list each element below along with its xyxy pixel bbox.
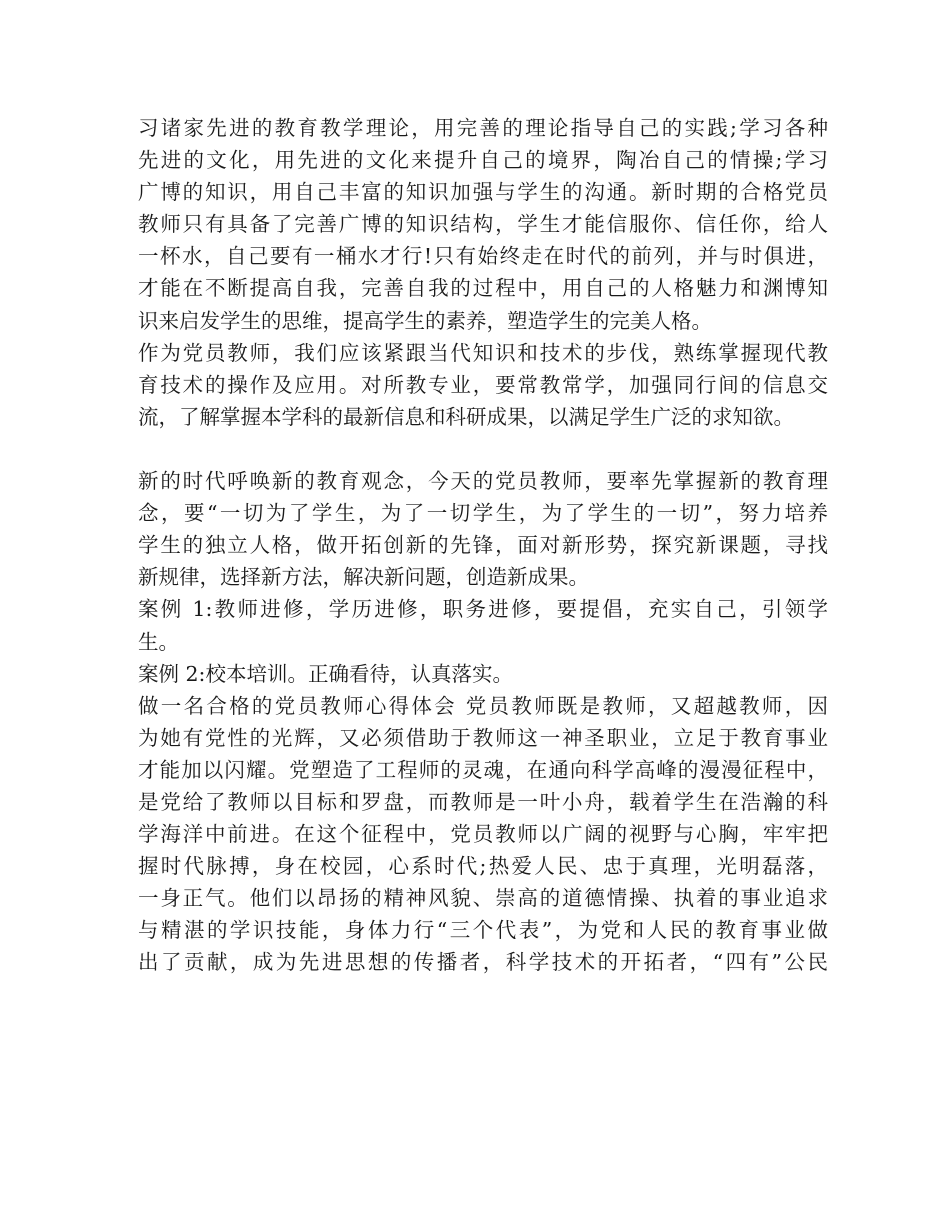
paragraph-case-2 [138,658,828,690]
text-line: 流，了解掌握本学科的最新信息和科研成果，以满足学生广泛的求知欲。 [138,404,794,429]
text-line: 作为党员教师，我们应该紧跟当代知识和技术的步伐，熟练掌握现代教 [138,340,828,365]
text-line: 一杯水，自己要有一桶水才行!只有始终走在时代的前列，并与时俱进， [138,244,828,269]
text-line: 出了贡献，成为先进思想的传播者，科学技术的开拓者，“四有”公民 [138,950,828,975]
paragraph-2 [138,337,828,433]
text-line: 广博的知识，用自己丰富的知识加强与学生的沟通。新时期的合格党员 [138,180,828,205]
text-line: 念，要“一切为了学生，为了一切学生，为了学生的一切”，努力培养 [138,501,828,526]
text-line: 是党给了教师以目标和罗盘，而教师是一叶小舟，载着学生在浩瀚的科 [138,789,828,814]
text-line: 做一名合格的党员教师心得体会 党员教师既是教师，又超越教师，因 [138,693,828,718]
text-line: 生。 [138,629,179,654]
text-line: 才能在不断提高自我，完善自我的过程中，用自己的人格魅力和渊博知 [138,276,828,301]
text-line: 握时代脉搏，身在校园，心系时代;热爱人民、忠于真理，光明磊落， [138,854,828,879]
paragraph-1 [138,112,828,337]
text-line: 案例 1:教师进修，学历进修，职务进修，要提倡，充实自己，引领学 [138,597,828,622]
text-line: 先进的文化，用先进的文化来提升自己的境界，陶冶自己的情操;学习 [138,148,828,173]
text-line: 新规律，选择新方法，解决新问题，创造新成果。 [138,565,589,590]
text-line: 新的时代呼唤新的教育观念，今天的党员教师，要率先掌握新的教育理 [138,469,828,494]
text-line: 学生的独立人格，做开拓创新的先锋，面对新形势，探究新课题，寻找 [138,533,828,558]
paragraph-spacer [138,433,828,465]
text-line: 一身正气。他们以昂扬的精神风貌、崇高的道德情操、执着的事业追求 [138,886,828,911]
text-line: 教师只有具备了完善广博的知识结构，学生才能信服你、信任你，给人 [138,212,828,237]
text-line: 才能加以闪耀。党塑造了工程师的灵魂，在通向科学高峰的漫漫征程中， [138,757,828,782]
document-body [138,112,828,979]
text-line: 育技术的操作及应用。对所教专业，要常教常学，加强同行间的信息交 [138,372,828,397]
paragraph-case-1 [138,593,828,657]
text-line: 与精湛的学识技能，身体力行“三个代表”，为党和人民的教育事业做 [138,918,828,943]
text-line: 为她有党性的光辉，又必须借助于教师这一神圣职业，立足于教育事业 [138,725,828,750]
text-line: 案例 2:校本培训。正确看待，认真落实。 [138,661,513,686]
paragraph-3 [138,465,828,593]
text-line: 习诸家先进的教育教学理论，用完善的理论指导自己的实践;学习各种 [138,116,828,140]
text-line: 学海洋中前进。在这个征程中，党员教师以广阔的视野与心胸，牢牢把 [138,822,828,847]
paragraph-4 [138,690,828,979]
text-line: 识来启发学生的思维，提高学生的素养，塑造学生的完美人格。 [138,308,712,333]
